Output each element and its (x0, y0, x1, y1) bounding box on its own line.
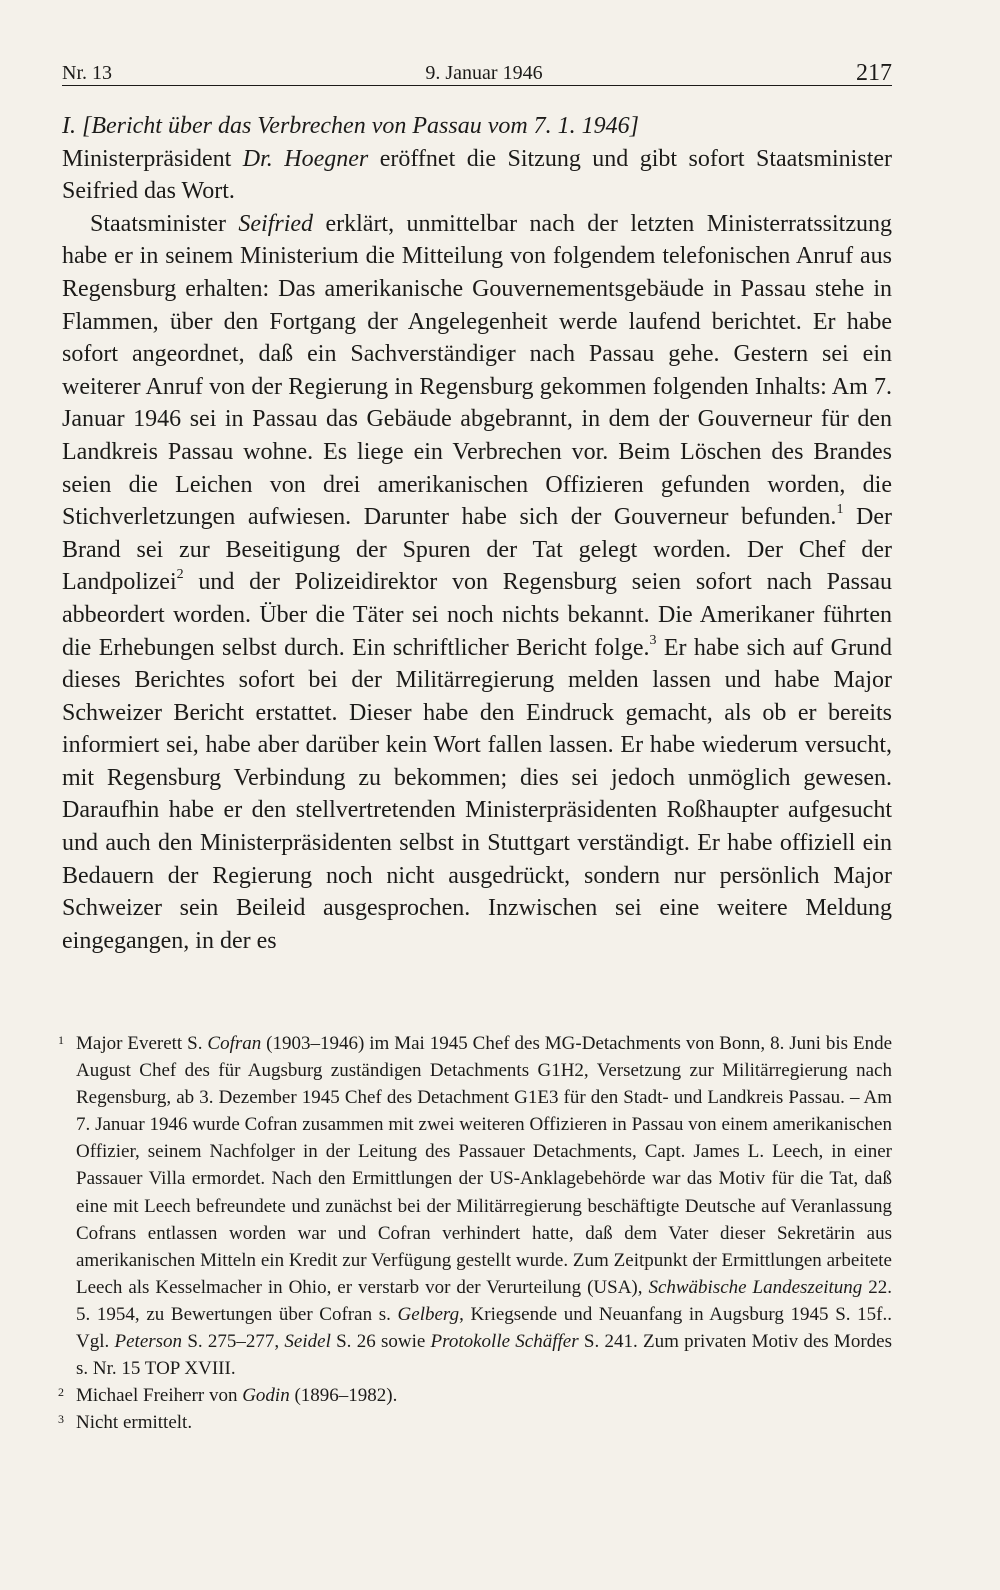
p2-speaker-name: Seifried (238, 210, 314, 237)
fn1-text-a: Major Everett S. (76, 1033, 208, 1054)
main-text (62, 110, 892, 957)
paragraph-report (62, 208, 892, 958)
fn2-name-godin: Godin (242, 1385, 290, 1407)
page-number: 217 (855, 60, 892, 86)
fn1-text-c: 22. 5. 1954, zu Bewertungen über Cofran s. (76, 1276, 892, 1325)
fn1-author-peterson: Peterson (114, 1331, 183, 1353)
document-number: Nr. 13 (62, 62, 112, 84)
paragraph-opening (62, 143, 892, 208)
fn1-author-seidel: Seidel (284, 1331, 331, 1353)
fn1-text-b: (1903–1946) im Mai 1945 Chef des MG-Detachments von Bonn, 8. Juni bis Ende August Chef des für Augsburg zuständigen Detachments G1H2, Versetzung zur Militärregierung nach Regensburg, ab 3. Dezember 1945 Chef des Detachment G1E3 für den Stadt- und Landkreis Passau. – Am 7. Januar 1946 wurde Cofran zusammen mit zwei weiteren Offizieren in Passau von einem amerikanischen Offizier, seinem Nachfolger in der Leitung des Passauer Detachments, Capt. James L. Leech, in einer Passauer Villa ermordet. Nach den Ermittlungen der US-Anklagebehörde war das Motiv für die Tat, daß eine mit Leech befreundete und zunächst bei der Militärregierung beschäftigte Deutsche auf Veranlassung Cofrans entlassen worden war und Cofran verhindert hatte, daß dem Vater dieser Sekretärin aus amerikanischen Mitteln ein Kredit zur Verfügung gestellt wurde. Zum Zeitpunkt der Ermittlungen arbeitete Leech als Kesselmacher in Ohio, er verstarb vor der Verurteilung (USA), (76, 1033, 893, 1298)
fn1-text-d: , Kriegsende und Neuanfang in Augsburg 1945 S. 15f.. Vgl. (76, 1303, 893, 1353)
footnotes (58, 1030, 893, 1436)
fn1-text-g: S. 241. Zum privaten Motiv des Mordes s. Nr. 15 TOP XVIII. (76, 1331, 892, 1380)
fn1-text-f: S. 26 sowie (330, 1331, 431, 1353)
section-title: I. [Bericht über das Verbrechen von Passau vom 7. 1. 1946] (62, 113, 640, 139)
p1-text-a: Ministerpräsident (62, 145, 243, 172)
footnote-number: 3 (58, 1412, 64, 1427)
document-page (58, 0, 893, 1590)
footnote-text: Nicht ermittelt. (76, 1412, 193, 1434)
running-header (62, 50, 892, 84)
fn1-text-e: S. 275–277, (182, 1331, 285, 1353)
footnote-3 (58, 1409, 892, 1436)
fn2-text-b: (1896–1982). (289, 1385, 398, 1407)
p2-text-c: Der Brand sei zur Beseitigung der Spuren der Tat gelegt worden. Der Chef der Landpolizei (62, 504, 892, 596)
fn1-source-newspaper: Schwäbische Landeszeitung (648, 1276, 863, 1298)
footnote-number: 2 (58, 1385, 64, 1400)
header-date: 9. Januar 1946 (425, 62, 543, 84)
header-rule (62, 85, 892, 86)
footnote-1 (58, 1030, 893, 1382)
p2-text-a: Staatsminister (90, 210, 239, 237)
p2-text-b: erklärt, unmittelbar nach der letzten Ministerratssitzung habe er in seinem Ministerium die Mitteilung von folgendem telefonischen Anruf aus Regensburg erhalten: Das amerikanische Gouvernementsgebäude in Passau stehe in Flammen, über den Fortgang der Angelegenheit werde laufend berichtet. Er habe sofort angeordnet, daß ein Sachverständiger nach Passau gehe. Gestern sei ein weiterer Anruf von der Regierung in Regensburg gekommen folgenden Inhalts: Am 7. Januar 1946 sei in Passau das Gebäude abgebrannt, in dem der Gouverneur für den Landkreis Passau wohne. Es liege ein Verbrechen vor. Beim Löschen des Brandes seien die Leichen von drei amerikanischen Offizieren gefunden worden, die Stichverletzungen aufwiesen. Darunter habe sich der Gouverneur befunden. (62, 210, 893, 531)
fn1-name-cofran: Cofran (207, 1033, 262, 1054)
fn1-source-protokolle: Protokolle Schäffer (430, 1331, 579, 1353)
footnote-ref-3[interactable]: 3 (649, 632, 657, 648)
p2-text-e: Er habe sich auf Grund dieses Berichtes sofort bei der Militärregierung melden lassen und habe Major Schweizer Bericht erstattet. Dieser habe den Eindruck gemacht, als ob er bereits informiert sei, habe aber darüber kein Wort fallen lassen. Er habe wiederum versucht, mit Regensburg Verbindung zu bekommen; dies sei jedoch unmöglich gewesen. Daraufhin habe er den stellvertretenden Ministerpräsidenten Roßhaupter aufgesucht und auch den Ministerpräsidenten selbst in Stuttgart verständigt. Er habe offiziell ein Bedauern der Regierung noch nicht ausgedrückt, sondern nur persönlich Major Schweizer sein Beileid ausgesprochen. Inzwischen sei eine weitere Meldung eingegangen, in der es (62, 634, 892, 954)
footnote-text (76, 1382, 892, 1409)
footnote-ref-1[interactable]: 1 (836, 502, 844, 518)
fn1-author-gelberg: Gelberg (397, 1303, 460, 1325)
footnote-2 (58, 1382, 892, 1409)
footnote-number: 1 (58, 1033, 64, 1047)
fn2-text-a: Michael Freiherr von (76, 1385, 243, 1407)
p1-speaker-name: Dr. Hoegner (242, 145, 369, 172)
p2-text-d: und der Polizeidirektor von Regensburg seien sofort nach Passau abbeordert worden. Über die Täter sei noch nichts bekannt. Die Amerikaner führten die Erhebungen selbst durch. Ein schriftlicher Bericht folge. (62, 569, 892, 661)
footnote-ref-2[interactable]: 2 (176, 567, 184, 583)
p1-text-b: eröffnet die Sitzung und gibt sofort Staatsminister Seifried das Wort. (62, 145, 893, 205)
footnote-text (76, 1030, 892, 1382)
